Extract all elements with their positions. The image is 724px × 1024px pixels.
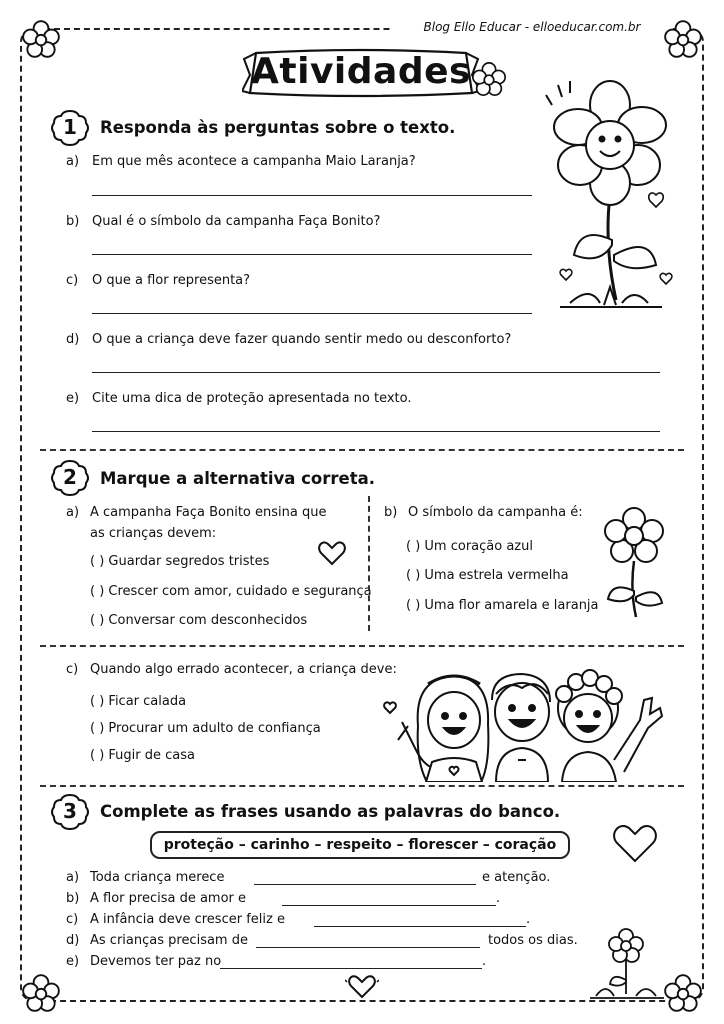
sentence-end: . <box>526 912 531 927</box>
flower-icon <box>470 60 508 98</box>
question-text: as crianças devem: <box>90 526 217 541</box>
question-text: Quando algo errado acontecer, a criança deve: <box>90 662 397 677</box>
section-2-number: 2 <box>63 465 77 489</box>
corner-flower-icon <box>662 972 704 1014</box>
fill-blank[interactable] <box>314 926 526 927</box>
children-icon <box>378 664 668 782</box>
answer-line[interactable] <box>92 372 660 373</box>
corner-flower-icon <box>20 972 62 1014</box>
sentence-letter: d) <box>66 933 80 948</box>
fill-blank[interactable] <box>220 968 482 969</box>
sentence-text: Toda criança merece <box>90 870 225 885</box>
page-title: Atividades <box>251 51 471 92</box>
question-letter: d) <box>66 332 80 347</box>
question-text: Qual é o símbolo da campanha Faça Bonito? <box>92 214 381 229</box>
answer-line[interactable] <box>92 313 532 314</box>
sentence-end: e atenção. <box>482 870 551 885</box>
corner-flower-icon <box>662 18 704 60</box>
heart-icon <box>318 540 346 566</box>
section-3-number: 3 <box>63 799 77 823</box>
question-text: O que a flor representa? <box>92 273 251 288</box>
answer-line[interactable] <box>92 195 532 196</box>
sentence-end: todos os dias. <box>488 933 578 948</box>
option-checkbox[interactable]: ( ) Procurar um adulto de confiança <box>90 721 321 736</box>
fill-blank[interactable] <box>256 947 480 948</box>
question-letter: a) <box>66 505 80 520</box>
question-letter: c) <box>66 662 79 677</box>
question-text: A campanha Faça Bonito ensina que <box>90 505 327 520</box>
title-banner <box>242 45 480 101</box>
sentence-text: As crianças precisam de <box>90 933 248 948</box>
question-text: O que a criança deve fazer quando sentir medo ou desconforto? <box>92 332 512 347</box>
section-1-number: 1 <box>63 115 77 139</box>
option-checkbox[interactable]: ( ) Uma estrela vermelha <box>406 568 569 583</box>
question-letter: b) <box>66 214 80 229</box>
question-letter: e) <box>66 391 80 406</box>
section-3-title: Complete as frases usando as palavras do banco. <box>100 802 561 821</box>
column-divider <box>368 496 370 631</box>
question-letter: b) <box>384 505 398 520</box>
heart-icon <box>345 972 379 1000</box>
section-2-title: Marque a alternativa correta. <box>100 469 375 488</box>
corner-flower-icon <box>20 18 62 60</box>
flower-icon <box>600 505 670 620</box>
question-text: Em que mês acontece a campanha Maio Laranja? <box>92 154 416 169</box>
section-divider <box>40 645 684 647</box>
sentence-text: A flor precisa de amor e <box>90 891 247 906</box>
heart-icon <box>612 822 658 864</box>
section-divider <box>40 449 684 451</box>
section-1-title: Responda às perguntas sobre o texto. <box>100 118 456 137</box>
sentence-text: A infância deve crescer feliz e <box>90 912 285 927</box>
option-checkbox[interactable]: ( ) Um coração azul <box>406 539 533 554</box>
word-bank: proteção – carinho – respeito – florescer – coração <box>150 831 570 859</box>
question-letter: a) <box>66 154 80 169</box>
option-checkbox[interactable]: ( ) Uma flor amarela e laranja <box>406 598 599 613</box>
fill-blank[interactable] <box>282 905 496 906</box>
answer-line[interactable] <box>92 254 532 255</box>
option-checkbox[interactable]: ( ) Conversar com desconhecidos <box>90 613 308 628</box>
sentence-end: . <box>496 891 501 906</box>
sentence-end: . <box>482 954 487 969</box>
option-checkbox[interactable]: ( ) Guardar segredos tristes <box>90 554 270 569</box>
question-text: Cite uma dica de proteção apresentada no texto. <box>92 391 412 406</box>
question-text: O símbolo da campanha é: <box>408 505 583 520</box>
section-divider <box>40 785 684 787</box>
sentence-letter: c) <box>66 912 79 927</box>
fill-blank[interactable] <box>254 884 476 885</box>
sentence-letter: e) <box>66 954 80 969</box>
sentence-letter: b) <box>66 891 80 906</box>
option-checkbox[interactable]: ( ) Crescer com amor, cuidado e segurança <box>90 584 372 599</box>
sentence-letter: a) <box>66 870 80 885</box>
question-letter: c) <box>66 273 79 288</box>
smiling-flower-icon <box>530 75 680 320</box>
flower-icon <box>586 928 668 1000</box>
sentence-text: Devemos ter paz no <box>90 954 222 969</box>
header-credit: Blog Ello Educar - elloeducar.com.br <box>392 20 672 38</box>
option-checkbox[interactable]: ( ) Fugir de casa <box>90 748 195 763</box>
option-checkbox[interactable]: ( ) Ficar calada <box>90 694 187 709</box>
answer-line[interactable] <box>92 431 660 432</box>
